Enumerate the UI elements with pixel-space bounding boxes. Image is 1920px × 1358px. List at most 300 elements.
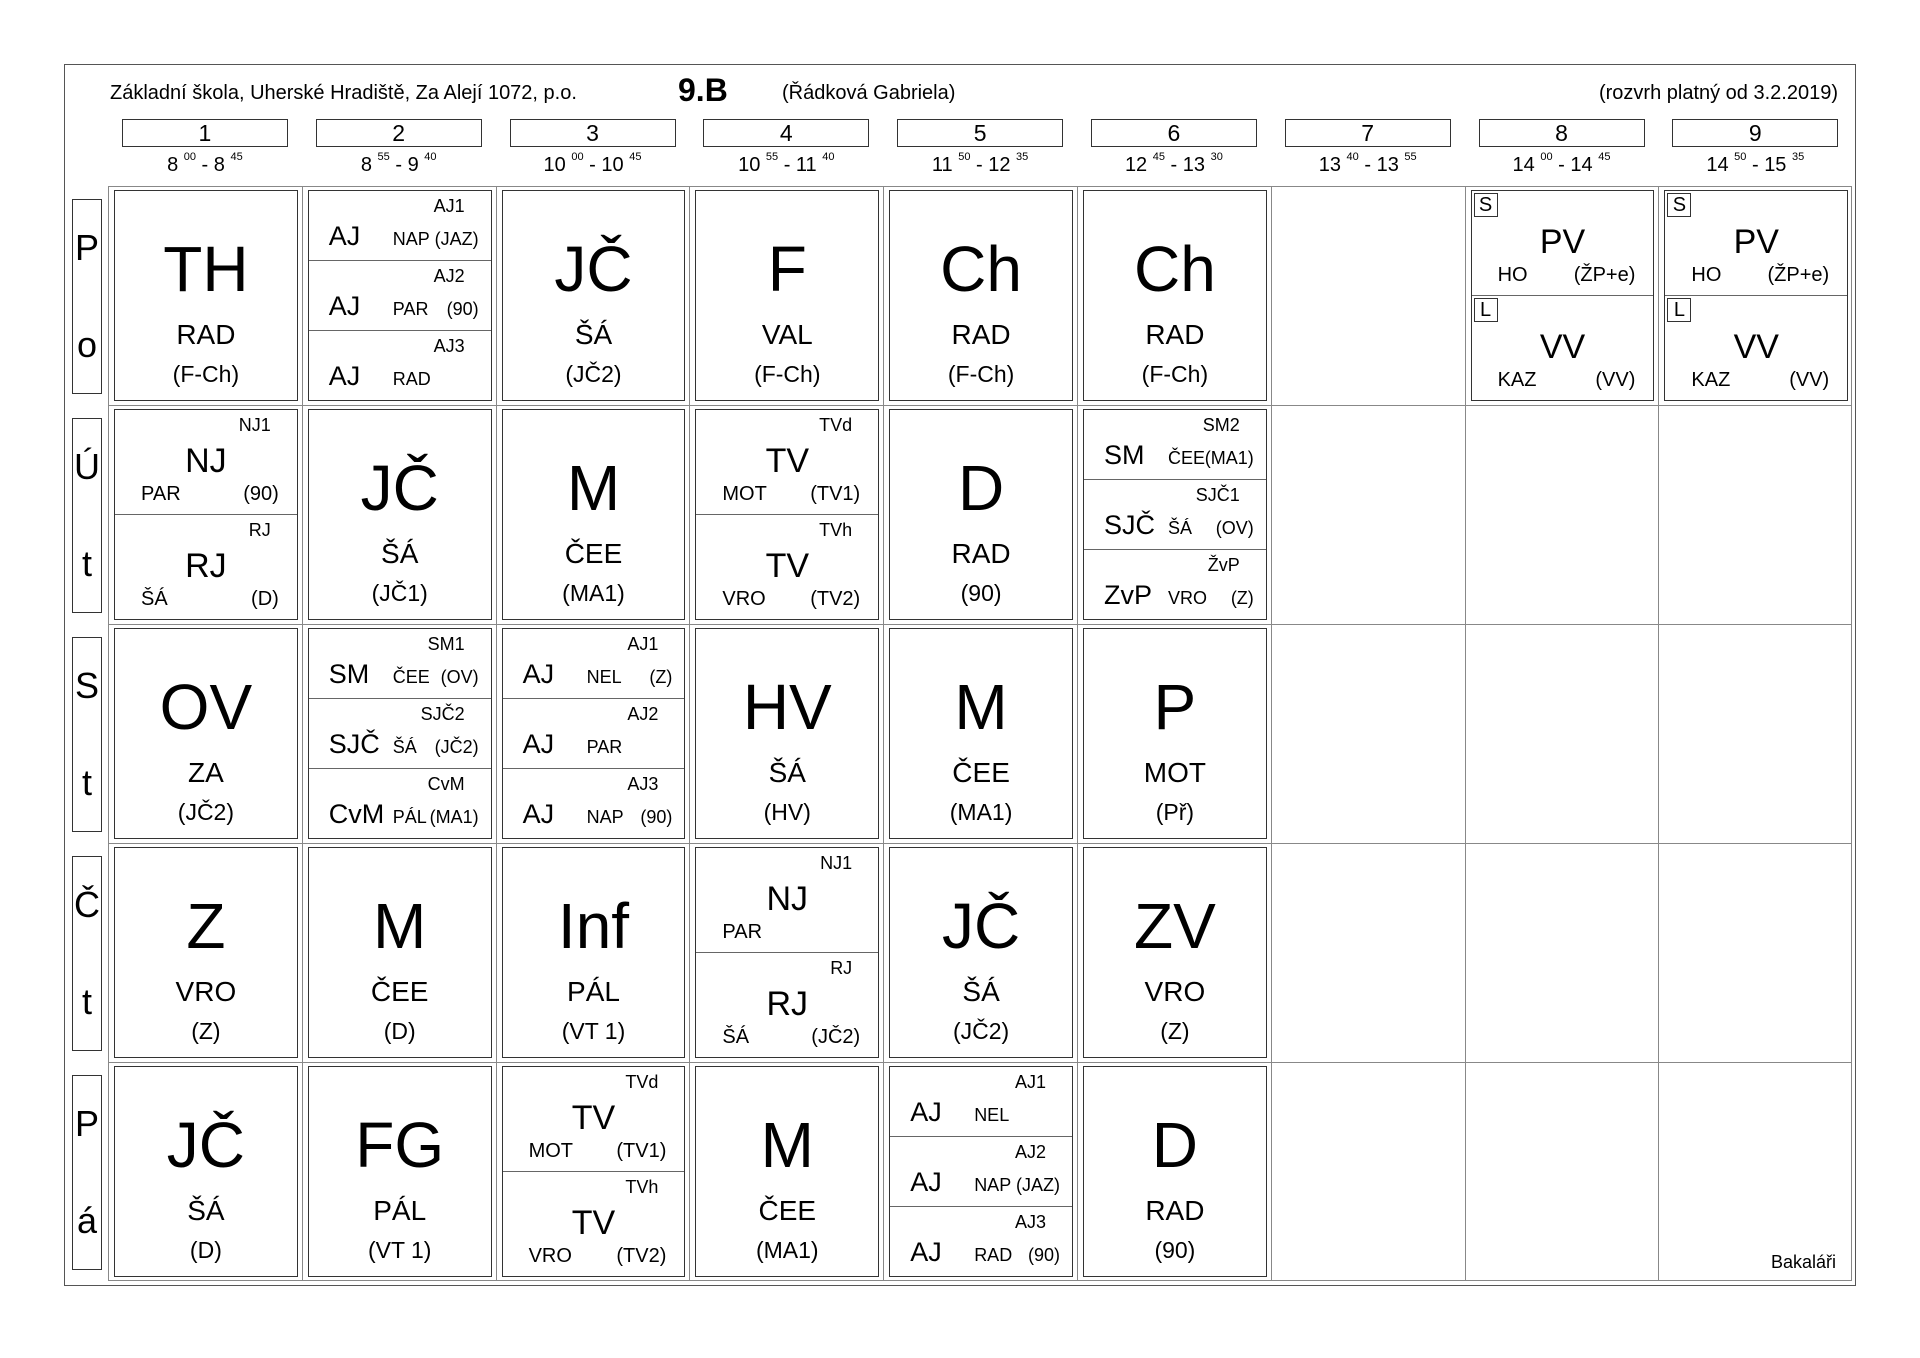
lesson-teacher: PÁL [373, 1195, 427, 1226]
lesson-teacher: PAR [586, 737, 623, 757]
lesson-teacher: ŠÁ [187, 1195, 225, 1226]
lesson-room: (90) [446, 299, 479, 319]
day-letter: Č [74, 884, 100, 926]
group-name: ŽvP [1207, 555, 1240, 575]
lesson-teacher: VRO [175, 976, 237, 1007]
lesson-subject: HV [742, 671, 832, 743]
lesson-group [309, 698, 491, 768]
group-name: AJ1 [1014, 1072, 1046, 1092]
lesson-subject: Ch [1133, 233, 1216, 305]
time-start-minute: 00 [571, 151, 584, 164]
lesson-subject: NJ [766, 880, 809, 918]
time-start-hour: 13 [1318, 154, 1341, 176]
lesson-group [309, 330, 491, 400]
lesson-room: (JČ2) [565, 361, 622, 387]
lesson-room: (D) [189, 1237, 222, 1263]
lesson-room: (90) [1154, 1237, 1196, 1263]
group-name: SM1 [427, 634, 465, 654]
lesson-room: (MA1) [562, 580, 625, 606]
lesson-subject: SJČ [1104, 510, 1156, 540]
lesson-teacher: NAP [586, 807, 624, 827]
lesson-subject: OV [159, 671, 253, 743]
lesson-group [1472, 191, 1654, 295]
day-letter: P [74, 1103, 99, 1145]
period-number: 1 [122, 119, 288, 147]
lesson-teacher: VRO [1144, 976, 1206, 1007]
lesson-teacher: VRO [722, 588, 766, 610]
lesson-cell [889, 847, 1073, 1058]
lesson-teacher: RAD [951, 319, 1011, 350]
time-dash: - [1552, 154, 1571, 176]
period-time [1462, 151, 1662, 177]
lesson-teacher: PAR [722, 921, 763, 943]
lesson-teacher: MOT [1143, 757, 1206, 788]
lesson-cell [695, 190, 879, 401]
lesson-cell [695, 1066, 879, 1277]
lesson-room: (TV1) [810, 483, 861, 505]
time-end-minute: 40 [822, 151, 835, 164]
period-number: 2 [316, 119, 482, 147]
lesson-teacher: ZA [188, 757, 224, 788]
column-divider [689, 186, 690, 1281]
school-name: Základní škola, Uherské Hradiště, Za Alejí 1072, p.o. [110, 82, 577, 104]
day-letter: S [74, 665, 99, 707]
lesson-subject: JČ [941, 890, 1021, 962]
lesson-room: (90) [960, 580, 1002, 606]
lesson-teacher: ŠÁ [392, 737, 417, 757]
semester-tag: S [1667, 193, 1691, 217]
lesson-room: (MA1) [949, 799, 1013, 825]
period-number: 9 [1672, 119, 1838, 147]
time-end-hour: 13 [1376, 154, 1399, 176]
period-number: 8 [1479, 119, 1645, 147]
lesson-teacher: RAD [176, 319, 236, 350]
group-name: AJ1 [433, 196, 465, 216]
group-name: SJČ1 [1195, 485, 1240, 505]
lesson-subject: ZV [1134, 890, 1216, 962]
period-number: 5 [897, 119, 1063, 147]
day-letter: t [81, 542, 92, 584]
time-dash: - [1746, 154, 1765, 176]
lesson-teacher: NAP [392, 229, 430, 249]
period-time [686, 151, 886, 177]
lesson-room: (F-Ch) [172, 361, 240, 387]
period-time [105, 151, 305, 177]
lesson-group [503, 768, 685, 838]
lesson-subject: VV [1539, 328, 1586, 366]
lesson-teacher: HO [1691, 264, 1722, 286]
group-name: SM2 [1202, 415, 1240, 435]
time-end-hour: 9 [407, 154, 419, 176]
lesson-teacher: ŠÁ [962, 976, 1000, 1007]
lesson-room: (VT 1) [561, 1018, 626, 1044]
lesson-room: (OV) [440, 667, 479, 687]
lesson-room: (JČ2) [952, 1018, 1010, 1044]
lesson-subject: JČ [360, 452, 439, 524]
lesson-group [115, 514, 297, 619]
column-divider [496, 186, 497, 1281]
time-start-minute: 55 [765, 151, 779, 164]
lesson-cell [889, 1066, 1073, 1277]
lesson-cell [308, 409, 492, 620]
time-end-minute: 45 [230, 151, 243, 164]
lesson-teacher: RAD [392, 369, 431, 389]
group-name: NJ1 [238, 415, 271, 435]
lesson-subject: M [373, 890, 427, 962]
time-end-hour: 12 [988, 154, 1011, 176]
lesson-group [503, 698, 685, 768]
lesson-cell [695, 628, 879, 839]
lesson-room: (MA1) [1204, 448, 1254, 468]
time-end-hour: 11 [795, 154, 817, 176]
period-number: 3 [510, 119, 676, 147]
lesson-subject: M [954, 671, 1008, 743]
lesson-subject: FG [355, 1109, 445, 1181]
lesson-teacher: PÁL [567, 976, 620, 1007]
day-letter: á [76, 1199, 98, 1241]
lesson-subject: TV [765, 547, 810, 585]
lesson-cell [1083, 190, 1267, 401]
time-end-minute: 40 [424, 151, 437, 164]
time-end-hour: 13 [1182, 154, 1206, 176]
lesson-room: (JAZ) [434, 229, 479, 249]
lesson-subject: AJ [522, 729, 555, 759]
time-start-minute: 45 [1152, 151, 1165, 164]
footer-brand: Bakaláři [1770, 1252, 1836, 1272]
lesson-teacher: RAD [951, 538, 1011, 569]
lesson-teacher: MOT [722, 483, 767, 505]
lesson-subject: TV [571, 1204, 616, 1242]
lesson-room: (TV2) [810, 588, 861, 610]
lesson-cell [1083, 1066, 1267, 1277]
period-time [1268, 151, 1468, 177]
lesson-cell [308, 1066, 492, 1277]
group-name: AJ1 [627, 634, 659, 654]
lesson-teacher: KAZ [1497, 369, 1537, 391]
time-end-minute: 45 [629, 151, 642, 164]
lesson-subject: RJ [766, 985, 809, 1023]
lesson-teacher: ŠÁ [722, 1026, 750, 1048]
time-start-hour: 8 [167, 154, 179, 176]
lesson-group [696, 952, 878, 1057]
lesson-group [890, 1067, 1072, 1136]
group-name: AJ2 [433, 266, 465, 286]
lesson-group [1084, 410, 1266, 479]
lesson-subject: ZvP [1104, 580, 1153, 610]
lesson-room: (Z) [1230, 588, 1254, 608]
lesson-room: (F-Ch) [947, 361, 1015, 387]
semester-tag: S [1474, 193, 1498, 217]
time-end-minute: 35 [1792, 151, 1805, 164]
day-label [72, 856, 102, 1051]
column-divider [1658, 186, 1659, 1281]
group-name: RJ [830, 958, 853, 978]
lesson-teacher: ČEE [952, 757, 1010, 788]
lesson-cell [1083, 847, 1267, 1058]
time-start-minute: 50 [1734, 151, 1747, 164]
lesson-group [1084, 479, 1266, 549]
lesson-room: (VV) [1595, 369, 1636, 391]
lesson-teacher: ŠÁ [381, 538, 419, 569]
lesson-teacher: VRO [528, 1245, 572, 1267]
lesson-subject: AJ [522, 799, 555, 829]
day-letter: t [81, 761, 92, 803]
lesson-room: (Z) [191, 1018, 221, 1044]
lesson-room: (TV2) [616, 1245, 667, 1267]
lesson-cell [114, 1066, 298, 1277]
lesson-room: (MA1) [429, 807, 479, 827]
group-name: RJ [248, 520, 271, 540]
lesson-teacher: ČEE [370, 976, 429, 1007]
lesson-subject: P [1153, 671, 1197, 743]
lesson-room: (D) [251, 588, 279, 610]
lesson-subject: Inf [557, 890, 630, 962]
lesson-cell [1664, 190, 1848, 401]
lesson-group [696, 848, 878, 952]
column-divider [1077, 186, 1078, 1281]
lesson-cell [114, 409, 298, 620]
period-time [1655, 151, 1855, 177]
group-name: NJ1 [820, 853, 853, 873]
lesson-room: (F-Ch) [1141, 361, 1209, 387]
row-divider [108, 1062, 1852, 1063]
column-divider [883, 186, 884, 1281]
column-divider [302, 186, 303, 1281]
lesson-teacher: ŠÁ [1168, 518, 1193, 538]
time-dash: - [778, 154, 796, 176]
time-dash: - [389, 154, 408, 176]
lesson-cell [502, 190, 686, 401]
lesson-teacher: MOT [528, 1140, 574, 1162]
lesson-subject: M [760, 1109, 814, 1181]
lesson-teacher: ČEE [392, 667, 430, 687]
lesson-room: (ŽP+e) [1767, 264, 1830, 286]
lesson-subject: JČ [554, 233, 633, 305]
lesson-teacher: NEL [586, 667, 622, 687]
lesson-group [696, 514, 878, 619]
lesson-group [1084, 549, 1266, 619]
time-end-minute: 35 [1016, 151, 1029, 164]
row-divider [108, 405, 1852, 406]
day-label [72, 418, 102, 613]
lesson-teacher: HO [1497, 264, 1528, 286]
lesson-subject: TV [571, 1099, 616, 1137]
time-start-hour: 10 [738, 154, 761, 176]
lesson-cell [502, 409, 686, 620]
lesson-group [503, 629, 685, 698]
lesson-cell [502, 628, 686, 839]
group-name: TVd [819, 415, 853, 435]
lesson-room: (Př) [1155, 799, 1195, 825]
lesson-room: (TV1) [616, 1140, 667, 1162]
time-dash: - [1358, 154, 1377, 176]
day-letter: P [74, 227, 99, 269]
group-name: AJ3 [1014, 1212, 1046, 1232]
lesson-group [696, 410, 878, 514]
lesson-subject: SM [1104, 440, 1145, 470]
lesson-teacher: RAD [1145, 319, 1205, 350]
period-time [299, 151, 499, 177]
lesson-subject: Ch [940, 233, 1022, 305]
lesson-subject: RJ [185, 547, 227, 585]
lesson-teacher: ŠÁ [574, 319, 613, 350]
time-start-hour: 14 [1706, 154, 1729, 176]
lesson-group [309, 191, 491, 260]
lesson-subject: PV [1733, 223, 1779, 261]
class-teacher: (Řádková Gabriela) [782, 82, 956, 104]
lesson-group [115, 410, 297, 514]
lesson-teacher: ŠÁ [141, 588, 168, 610]
period-number: 4 [703, 119, 869, 147]
period-time [493, 151, 693, 177]
lesson-group [1665, 191, 1847, 295]
lesson-teacher: ŠÁ [768, 757, 806, 788]
lesson-subject: NJ [185, 442, 227, 480]
day-label [72, 637, 102, 832]
group-name: TVh [819, 520, 853, 540]
lesson-subject: AJ [910, 1237, 942, 1267]
lesson-subject: M [566, 452, 621, 524]
lesson-teacher: KAZ [1691, 369, 1731, 391]
time-start-hour: 14 [1512, 154, 1535, 176]
lesson-room: (Z) [1160, 1018, 1190, 1044]
lesson-group [309, 260, 491, 330]
lesson-cell [308, 628, 492, 839]
time-dash: - [970, 154, 989, 176]
time-dash: - [583, 154, 602, 176]
lesson-room: (OV) [1215, 518, 1254, 538]
lesson-subject: PV [1539, 223, 1586, 261]
group-name: AJ3 [433, 336, 465, 356]
lesson-room: (VV) [1789, 369, 1830, 391]
lesson-teacher: ČEE [564, 538, 623, 569]
lesson-teacher: NEL [974, 1105, 1010, 1125]
lesson-subject: TH [163, 233, 249, 305]
lesson-room: (JČ1) [371, 580, 428, 606]
lesson-cell [695, 409, 879, 620]
lesson-group [503, 1067, 685, 1171]
lesson-teacher: ČEE [758, 1195, 817, 1226]
lesson-teacher: ČEE [1168, 448, 1206, 468]
column-divider [1271, 186, 1272, 1281]
time-start-hour: 11 [931, 154, 953, 176]
lesson-room: (JČ2) [434, 737, 479, 757]
time-end-minute: 30 [1210, 151, 1223, 164]
lesson-cell [308, 847, 492, 1058]
group-name: SJČ2 [420, 704, 465, 724]
semester-tag: L [1667, 298, 1691, 322]
lesson-group [309, 629, 491, 698]
lesson-group [890, 1206, 1072, 1276]
lesson-room: (HV) [763, 799, 811, 825]
time-start-minute: 55 [377, 151, 390, 164]
lesson-teacher: PÁL [392, 807, 427, 827]
lesson-cell [502, 1066, 686, 1277]
group-name: AJ2 [1014, 1142, 1046, 1162]
time-end-hour: 10 [601, 154, 624, 176]
time-start-minute: 40 [1346, 151, 1359, 164]
lesson-subject: AJ [910, 1097, 942, 1127]
lesson-subject: Z [186, 890, 226, 962]
lesson-room: (MA1) [755, 1237, 819, 1263]
time-end-minute: 55 [1404, 151, 1417, 164]
time-end-hour: 15 [1764, 154, 1787, 176]
lesson-subject: TV [765, 442, 810, 480]
group-name: AJ3 [627, 774, 659, 794]
lesson-subject: VV [1733, 328, 1779, 366]
lesson-group [1472, 295, 1654, 400]
group-name: TVh [625, 1177, 659, 1197]
group-name: TVd [625, 1072, 659, 1092]
lesson-room: (JAZ) [1015, 1175, 1060, 1195]
lesson-subject: CvM [328, 799, 385, 829]
lesson-subject: F [767, 233, 807, 305]
lesson-room: (D) [383, 1018, 416, 1044]
lesson-room: (90) [1027, 1245, 1060, 1265]
lesson-cell [695, 847, 879, 1058]
period-time [1074, 151, 1274, 177]
day-letter: Ú [74, 446, 100, 488]
time-start-hour: 10 [543, 154, 566, 176]
lesson-room: (JČ2) [177, 799, 235, 825]
lesson-teacher: PAR [141, 483, 181, 505]
time-dash: - [1165, 154, 1183, 176]
lesson-subject: SM [328, 659, 370, 689]
lesson-subject: AJ [328, 221, 361, 251]
time-start-minute: 50 [958, 151, 971, 164]
lesson-cell [1083, 628, 1267, 839]
lesson-group [309, 768, 491, 838]
lesson-subject: AJ [328, 361, 361, 391]
lesson-subject: JČ [166, 1109, 245, 1181]
lesson-room: (ŽP+e) [1573, 264, 1636, 286]
lesson-room: (Z) [649, 667, 673, 687]
lesson-room: (90) [640, 807, 673, 827]
lesson-teacher: VAL [761, 319, 813, 350]
day-label [72, 199, 102, 394]
lesson-teacher: RAD [1145, 1195, 1205, 1226]
lesson-room: (90) [243, 483, 279, 505]
lesson-group [890, 1136, 1072, 1206]
lesson-subject: SJČ [328, 729, 380, 759]
row-divider [108, 624, 1852, 625]
period-number: 6 [1091, 119, 1257, 147]
lesson-room: (VT 1) [367, 1237, 432, 1263]
class-name: 9.B [678, 72, 728, 108]
time-start-minute: 00 [1540, 151, 1553, 164]
lesson-subject: AJ [910, 1167, 942, 1197]
lesson-subject: D [957, 452, 1005, 524]
lesson-cell [1471, 190, 1655, 401]
lesson-cell [502, 847, 686, 1058]
time-start-minute: 00 [183, 151, 196, 164]
lesson-group [503, 1171, 685, 1276]
lesson-subject: AJ [522, 659, 555, 689]
lesson-cell [308, 190, 492, 401]
lesson-cell [889, 190, 1073, 401]
semester-tag: L [1474, 298, 1498, 322]
lesson-cell [889, 409, 1073, 620]
group-name: AJ2 [627, 704, 659, 724]
day-letter: o [76, 323, 98, 365]
lesson-cell [114, 628, 298, 839]
lesson-cell [114, 190, 298, 401]
lesson-cell [889, 628, 1073, 839]
time-dash: - [196, 154, 214, 176]
validity-note: (rozvrh platný od 3.2.2019) [1598, 82, 1838, 104]
lesson-subject: D [1151, 1109, 1198, 1181]
time-end-hour: 14 [1570, 154, 1593, 176]
